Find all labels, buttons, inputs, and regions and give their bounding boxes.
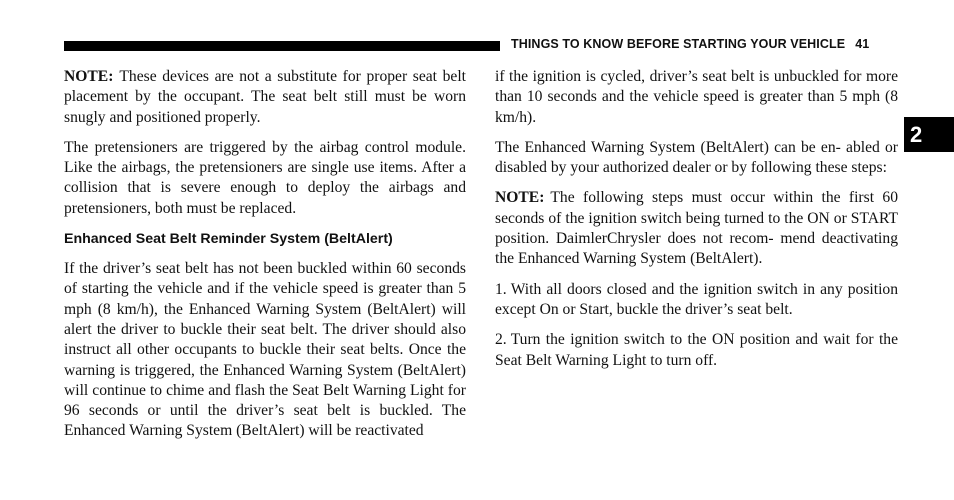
running-header — [511, 37, 869, 51]
header-rule — [64, 41, 500, 51]
step-number: 1. — [495, 280, 507, 298]
running-title: THINGS TO KNOW BEFORE STARTING YOUR VEHICLE — [511, 37, 846, 51]
continued-paragraph: if the ignition is cycled, driver’s seat belt is unbuckled for more than 10 seconds and the vehicle speed is greater than 5 mph (8 km/h). — [495, 68, 898, 126]
beltalert-paragraph: If the driver’s seat belt has not been buckled within 60 seconds of starting the vehicle and if the vehicle speed is greater than 5 mph (8 km/h), the Enhanced Warning System (BeltAlert) will alert the driver to buckle their seat belt. The driver should also instruct all other occupants to buckle their seat belts. Once the warning is triggered, the Enhanced Warning System (BeltAlert) will continue to chime and flash the Seat Belt Warning Light for 96 seconds or until the driver’s seat belt is buckled. The Enhanced Warning System (BeltAlert) will be reactivated — [64, 260, 466, 440]
section-heading: Enhanced Seat Belt Reminder System (BeltAlert) — [64, 231, 393, 248]
chapter-tab: 2 — [904, 117, 954, 152]
note-text: These devices are not a substitute for proper seat belt placement by the occupant. The seat belt still must be worn snugly and positioned properly. — [64, 68, 466, 126]
note-text: The following steps must occur within the first 60 seconds of the ignition switch being turned to the ON or START position. DaimlerChrysler does not recom- mend deactivating the Enhanced Warning System (BeltAlert). — [495, 189, 898, 268]
note-label: NOTE: — [495, 189, 545, 207]
note-paragraph — [64, 67, 466, 128]
step-item — [495, 280, 898, 321]
left-column — [64, 67, 466, 452]
step-text: Turn the ignition switch to the ON position and wait for the Seat Belt Warning Light to turn off. — [495, 331, 898, 369]
step-number: 2. — [495, 331, 507, 349]
enable-paragraph: The Enhanced Warning System (BeltAlert) can be en- abled or disabled by your authorized dealer or by following these steps: — [495, 138, 898, 177]
note-paragraph — [495, 188, 898, 269]
pretensioners-paragraph: The pretensioners are triggered by the airbag control module. Like the airbags, the pretensioners are single use items. After a collision that is severe enough to deploy the airbags and pretensioners, both must be replaced. — [64, 138, 466, 217]
step-item — [495, 330, 898, 371]
right-column — [495, 67, 898, 381]
note-label: NOTE: — [64, 68, 114, 85]
step-text: With all doors closed and the ignition switch in any position except On or Start, buckle the driver’s seat belt. — [495, 280, 898, 318]
page-number: 41 — [855, 37, 870, 51]
